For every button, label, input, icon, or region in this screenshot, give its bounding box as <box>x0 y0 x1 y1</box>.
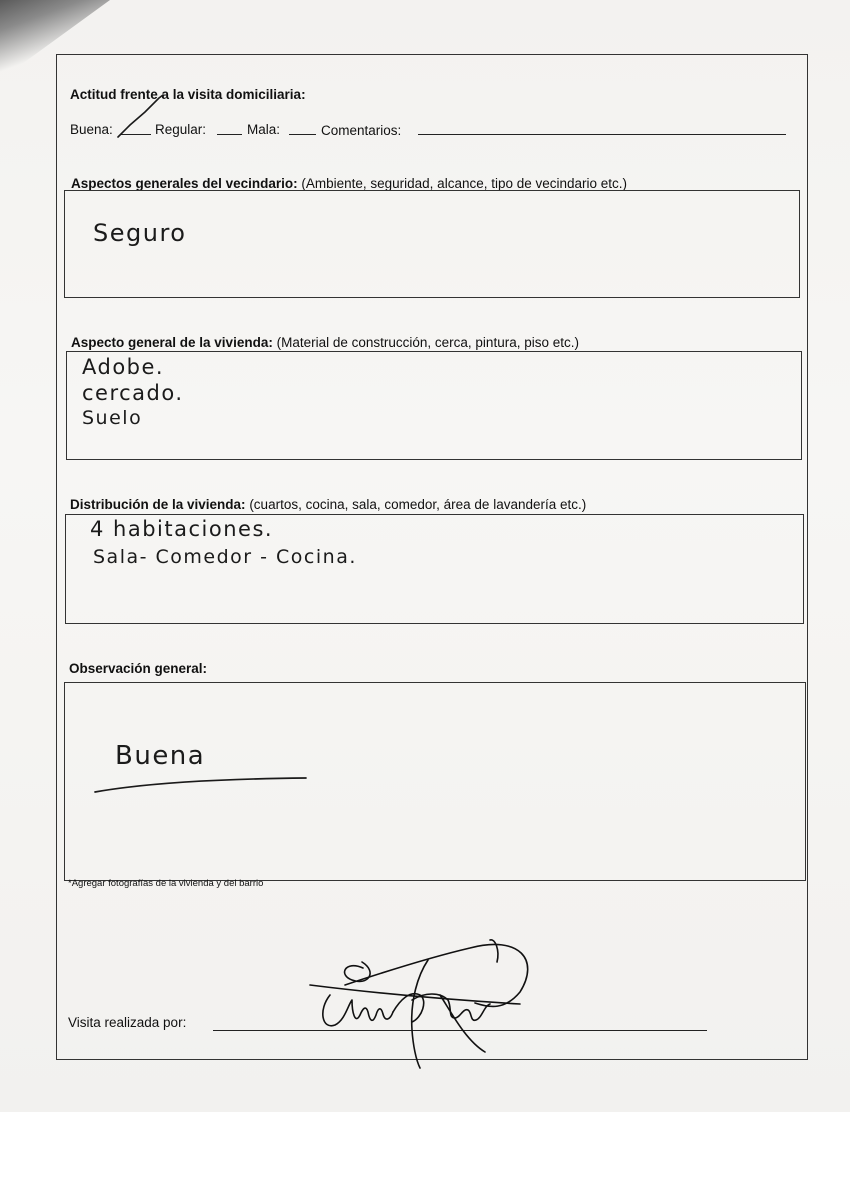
attitude-bad-label: Mala: <box>247 122 281 137</box>
observation-answer: Buena <box>115 741 206 771</box>
housing-title: Aspecto general de la vivienda: <box>71 335 273 350</box>
check-mark <box>118 95 163 137</box>
attitude-good-label: Buena: <box>70 122 113 137</box>
distribution-title: Distribución de la vivienda: <box>70 497 246 512</box>
observation-underline <box>95 778 306 792</box>
attitude-title: Actitud frente a la visita domiciliaria: <box>70 87 306 102</box>
neighborhood-hint: (Ambiente, seguridad, alcance, tipo de vecindario etc.) <box>301 176 628 191</box>
housing-hint: (Material de construcción, cerca, pintura, piso etc.) <box>276 335 579 350</box>
distribution-answer-line-1: 4 habitaciones. <box>90 517 274 541</box>
distribution-hint: (cuartos, cocina, sala, comedor, área de lavandería etc.) <box>249 497 587 512</box>
housing-answer-line-1: Adobe. <box>82 355 165 379</box>
attitude-comments-label: Comentarios: <box>321 123 402 138</box>
visit-by-label: Visita realizada por: <box>68 1015 187 1030</box>
photo-note: *Agregar fotografías de la vivienda y del barrio <box>68 878 264 889</box>
observation-title: Observación general: <box>69 661 208 676</box>
distribution-answer-line-2: Sala- Comedor - Cocina. <box>93 546 357 568</box>
neighborhood-answer: Seguro <box>93 219 187 247</box>
neighborhood-title: Aspectos generales del vecindario: <box>71 176 298 191</box>
housing-answer-line-3: Suelo <box>82 407 143 429</box>
housing-answer-line-2: cercado. <box>82 381 184 405</box>
signature-drawing <box>310 940 528 1068</box>
attitude-regular-label: Regular: <box>155 122 207 137</box>
